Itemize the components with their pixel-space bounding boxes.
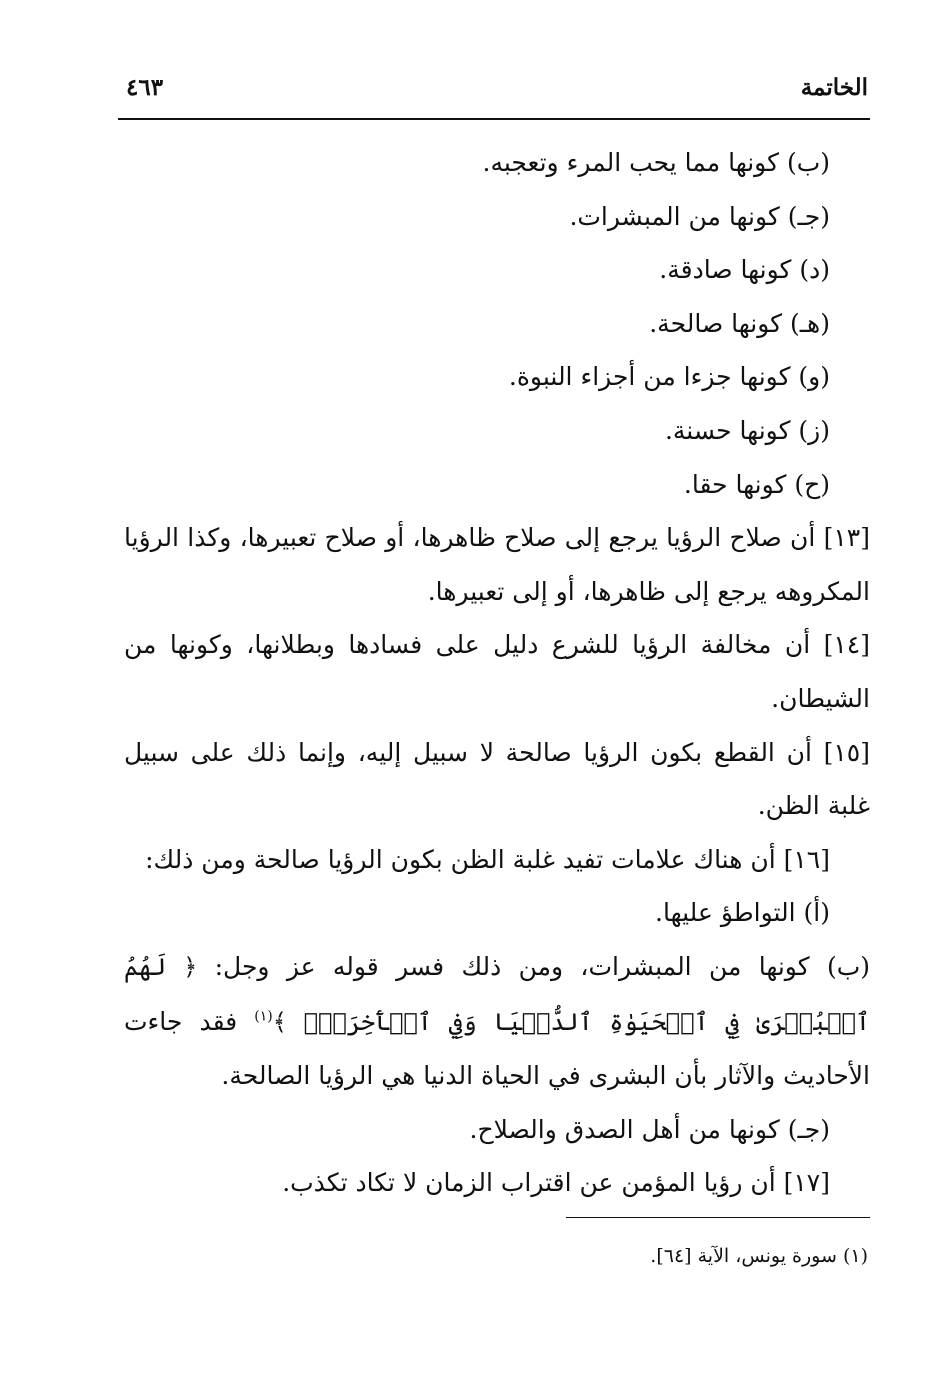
list-item-z: (ز) كونها حسنة. <box>664 415 830 445</box>
list-item-h2: (ح) كونها حقا. <box>683 469 830 499</box>
point-13: [١٣] أن صلاح الرؤيا يرجع إلى صلاح ظاهرها، أو صلاح تعبيرها، وكذا الرؤيا المكروهه يرجع إلى ظاهرها، أو إلى تعبيرها. <box>124 523 870 606</box>
footnote-reference[interactable]: (١) <box>254 1008 273 1025</box>
list-item-j2: (جـ) كونها من أهل الصدق والصلاح. <box>469 1114 830 1144</box>
header-divider <box>118 118 870 120</box>
list-item-d: (د) كونها صادقة. <box>659 255 830 285</box>
footnote-divider <box>566 1217 870 1218</box>
paragraph-tail: فقد جاءت الأحاديث والآثار بأن البشرى في الحياة الدنيا هي الرؤيا الصالحة. <box>124 1006 870 1091</box>
paragraph-lead: (ب) كونها من المبشرات، ومن ذلك فسر قوله عز وجل: <box>214 951 870 981</box>
list-item-b-quran <box>124 940 870 1103</box>
list-item-a: (أ) التواطؤ عليها. <box>655 898 830 928</box>
point-17: [١٧] أن رؤيا المؤمن عن اقتراب الزمان لا تكاد تكذب. <box>282 1168 830 1198</box>
chapter-title: الخاتمة <box>800 74 868 101</box>
quran-verse: ﴿ لَهُمُ ٱلۡبُشۡرَىٰ فِي ٱلۡحَيَوٰةِ ٱلدُّنۡيَا وَفِي ٱلۡأٓخِرَةِۚ ﴾ <box>124 952 870 1036</box>
page-number: ٤٦٣ <box>126 74 164 101</box>
point-15: [١٥] أن القطع بكون الرؤيا صالحة لا سبيل إليه، وإنما ذلك على سبيل غلبة الظن. <box>124 737 870 821</box>
footnote: (١) سورة يونس، الآية [٦٤]. <box>650 1245 868 1267</box>
list-item-w: (و) كونها جزءا من أجزاء النبوة. <box>508 362 830 392</box>
point-16: [١٦] أن هناك علامات تفيد غلبة الظن بكون الرؤيا صالحة ومن ذلك: <box>145 844 830 874</box>
running-header <box>118 70 868 112</box>
list-item-j: (جـ) كونها من المبشرات. <box>569 201 830 231</box>
list-item-b: (ب) كونها مما يحب المرء وتعجبه. <box>482 148 830 177</box>
point-14: [١٤] أن مخالفة الرؤيا للشرع دليل على فسادها وبطلانها، وكونها من الشيطان. <box>124 630 870 713</box>
list-item-h: (هـ) كونها صالحة. <box>649 308 830 338</box>
body-text <box>124 136 870 1210</box>
